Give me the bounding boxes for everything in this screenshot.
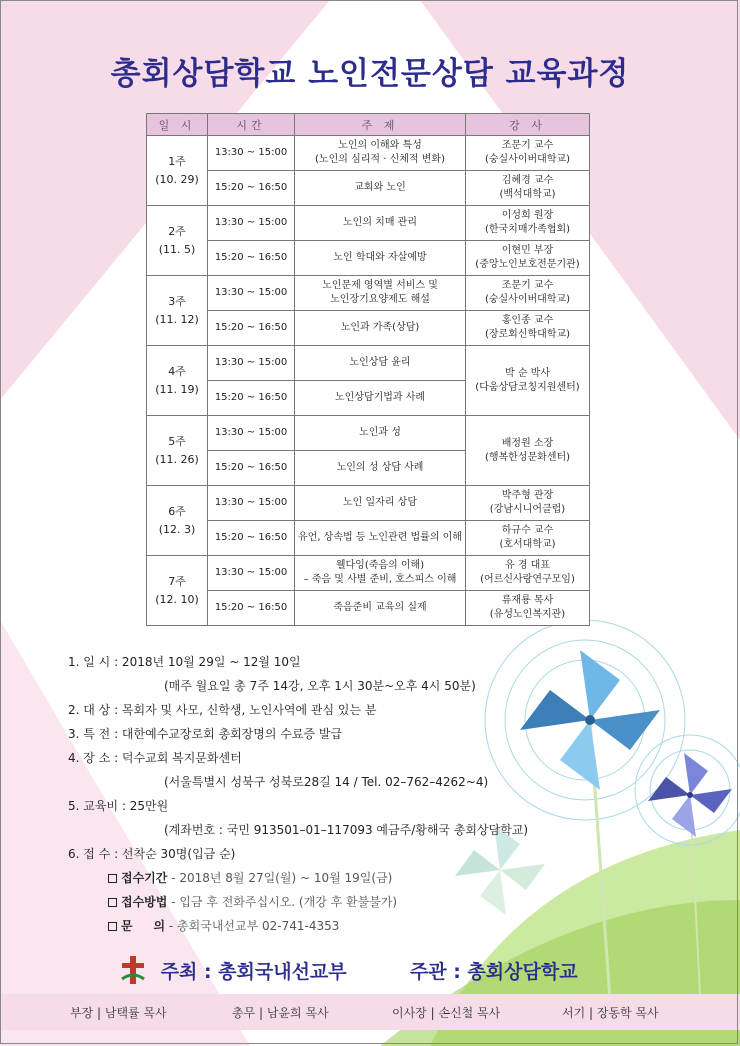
page-title: 총회상담학교 노인전문상담 교육과정 xyxy=(110,56,630,92)
lecturer-cell xyxy=(466,241,590,276)
topic-cell xyxy=(295,556,466,591)
cell-line: (다움상담코칭지원센터) xyxy=(475,381,580,393)
footer-item: 총무 | 남윤희 목사 xyxy=(232,1006,329,1020)
week-label: 7주 xyxy=(168,574,186,588)
manager-label: 주관 : 총회상담학교 xyxy=(409,961,578,983)
time-cell: 13:30 ~ 15:00 xyxy=(208,416,295,451)
lecturer-cell xyxy=(466,276,590,311)
lecturer-cell xyxy=(466,591,590,626)
info-address: (서울특별시 성북구 성북로28길 14 / Tel. 02–762–4262~4) xyxy=(164,775,489,789)
cell-line: 웰다잉(죽음의 이해) xyxy=(335,560,425,571)
table-row xyxy=(147,136,590,171)
cell-line: (장로회신학대학교) xyxy=(484,329,571,340)
table-row xyxy=(147,556,590,591)
cell-line: 김혜경 교수 xyxy=(501,175,554,186)
schedule-table xyxy=(146,113,590,626)
week-label: 5주 xyxy=(168,434,186,448)
time-cell: 15:20 ~ 16:50 xyxy=(208,521,295,556)
cell-line: 유 경 대표 xyxy=(505,560,550,571)
info-section xyxy=(68,650,528,938)
week-label: 6주 xyxy=(168,504,186,518)
cell-line: 배정원 소장 xyxy=(501,437,554,449)
week-date: (11. 12) xyxy=(155,312,199,326)
church-cross-logo-icon xyxy=(120,955,146,990)
cell-line: 조문기 교수 xyxy=(501,140,554,151)
table-body xyxy=(147,136,590,626)
week-cell xyxy=(147,416,208,486)
time-cell: 13:30 ~ 15:00 xyxy=(208,556,295,591)
week-cell xyxy=(147,206,208,276)
info-bullet-period xyxy=(68,866,528,890)
header-lecturer: 강 사 xyxy=(466,114,590,136)
cell-line: (한국치매가족협회) xyxy=(484,224,571,235)
table-row xyxy=(147,241,590,276)
week-date: (12. 3) xyxy=(158,522,196,536)
info-schedule: 1. 일 시 : 2018년 10월 29일 ~ 12월 10일 xyxy=(68,655,301,669)
table-row xyxy=(147,521,590,556)
topic-cell xyxy=(295,136,466,171)
cell-line: 박주형 관장 xyxy=(501,490,554,501)
cell-line: 교회와 노인 xyxy=(354,182,406,193)
week-date: (10. 29) xyxy=(155,172,199,186)
organizer-label: 주최 : 총회국내선교부 xyxy=(160,961,347,983)
cell-line: 조문기 교수 xyxy=(501,280,554,291)
time-cell: 13:30 ~ 15:00 xyxy=(208,206,295,241)
cell-line: (유성노인복지관) xyxy=(489,609,566,620)
table-row xyxy=(147,346,590,381)
time-cell: 15:20 ~ 16:50 xyxy=(208,171,295,206)
week-label: 4주 xyxy=(168,364,186,378)
topic-cell xyxy=(295,521,466,556)
week-cell xyxy=(147,346,208,416)
cell-line: (백석대학교) xyxy=(499,189,556,200)
info-target: 2. 대 상 : 목회자 및 사모, 신학생, 노인사역에 관심 있는 분 xyxy=(68,703,377,717)
topic-cell xyxy=(295,241,466,276)
week-cell xyxy=(147,276,208,346)
checkbox-square-icon xyxy=(108,874,117,883)
lecturer-cell xyxy=(466,556,590,591)
topic-cell xyxy=(295,206,466,241)
info-schedule-detail: (매주 월요일 총 7주 14강, 오후 1시 30분~오후 4시 50분) xyxy=(164,679,476,693)
topic-cell xyxy=(295,381,466,416)
hosts-line xyxy=(120,955,578,990)
cell-line: 이성희 원장 xyxy=(501,210,554,221)
bullet-key: 접수기간 xyxy=(121,871,168,885)
info-benefit: 3. 특 전 : 대한예수교장로회 총회장명의 수료증 발급 xyxy=(68,727,343,741)
table-header-row xyxy=(147,114,590,136)
cell-line: (숭실사이버대학교) xyxy=(484,294,571,305)
bullet-value: - 2018년 8월 27일(월) ~ 10월 19일(금) xyxy=(167,871,393,885)
time-cell: 13:30 ~ 15:00 xyxy=(208,276,295,311)
cell-line: 노인의 이해와 특성 xyxy=(338,140,422,151)
bullet-key: 문 의 xyxy=(121,919,166,933)
table-row xyxy=(147,416,590,451)
time-cell: 13:30 ~ 15:00 xyxy=(208,136,295,171)
week-label: 3주 xyxy=(168,294,186,308)
header-time: 시간 xyxy=(208,114,295,136)
cell-line: 류재룡 목사 xyxy=(501,595,554,606)
lecturer-cell xyxy=(466,136,590,171)
week-label: 2주 xyxy=(168,224,186,238)
footer-item: 부장 | 남택률 목사 xyxy=(70,1006,167,1020)
week-label: 1주 xyxy=(168,154,186,168)
cell-line: 노인의 성 상담 사례 xyxy=(336,462,424,473)
topic-cell xyxy=(295,591,466,626)
lecturer-cell xyxy=(466,171,590,206)
cell-line: 이현민 부장 xyxy=(501,245,554,256)
footer-staff xyxy=(0,994,740,1030)
checkbox-square-icon xyxy=(108,922,117,931)
cell-line: (중앙노인보호전문기관) xyxy=(475,259,580,270)
topic-cell xyxy=(295,451,466,486)
week-date: (11. 5) xyxy=(158,242,196,256)
week-date: (12. 10) xyxy=(155,592,199,606)
cell-line: 노인과 가족(상담) xyxy=(340,322,420,333)
cell-line: (숭실사이버대학교) xyxy=(484,154,571,165)
info-bullet-contact xyxy=(68,914,528,938)
table-row xyxy=(147,591,590,626)
cell-line: 노인상담 윤리 xyxy=(349,357,411,368)
info-capacity: 6. 접 수 : 선착순 30명(입금 순) xyxy=(68,847,236,861)
cell-line: 하규수 교수 xyxy=(501,525,554,536)
lecturer-cell xyxy=(466,486,590,521)
cell-line: 노인과 성 xyxy=(359,427,401,438)
bullet-value: - 입금 후 전화주십시오. (개강 후 환불불가) xyxy=(167,895,398,909)
lecturer-cell xyxy=(466,206,590,241)
cell-line: 노인상담기법과 사례 xyxy=(334,392,426,403)
lecturer-cell xyxy=(466,346,590,416)
cell-line: 유언, 상속법 등 노인관련 법률의 이해 xyxy=(298,532,462,543)
topic-cell xyxy=(295,276,466,311)
topic-cell xyxy=(295,346,466,381)
cell-line: 노인의 치매 관리 xyxy=(343,217,417,228)
time-cell: 15:20 ~ 16:50 xyxy=(208,311,295,346)
week-cell xyxy=(147,136,208,206)
table-row xyxy=(147,171,590,206)
table-row xyxy=(147,276,590,311)
header-topic: 주 제 xyxy=(295,114,466,136)
info-fee: 5. 교육비 : 25만원 xyxy=(68,799,169,813)
lecturer-cell xyxy=(466,416,590,486)
cell-line: (강남시니어클럽) xyxy=(489,504,566,515)
time-cell: 15:20 ~ 16:50 xyxy=(208,451,295,486)
topic-cell xyxy=(295,416,466,451)
cell-line: (호서대학교) xyxy=(499,539,556,550)
week-date: (11. 19) xyxy=(155,382,199,396)
time-cell: 15:20 ~ 16:50 xyxy=(208,591,295,626)
bullet-value: - 총회국내선교부 02-741-4353 xyxy=(165,919,340,933)
cell-line: (노인의 심리적 · 신체적 변화) xyxy=(315,154,445,165)
bullet-key: 접수방법 xyxy=(121,895,168,909)
table-row xyxy=(147,311,590,346)
cell-line: 죽음준비 교육의 실제 xyxy=(333,602,427,613)
topic-cell xyxy=(295,486,466,521)
checkbox-square-icon xyxy=(108,898,117,907)
time-cell: 13:30 ~ 15:00 xyxy=(208,486,295,521)
time-cell: 15:20 ~ 16:50 xyxy=(208,241,295,276)
info-bullet-method xyxy=(68,890,528,914)
cell-line: 노인장기요양제도 해설 xyxy=(330,294,430,305)
info-place: 4. 장 소 : 덕수교회 복지문화센터 xyxy=(68,751,242,765)
cell-line: (행복한성문화센터) xyxy=(484,451,571,463)
topic-cell xyxy=(295,311,466,346)
lecturer-cell xyxy=(466,311,590,346)
table-row xyxy=(147,206,590,241)
week-cell xyxy=(147,486,208,556)
topic-cell xyxy=(295,171,466,206)
footer-item: 이사장 | 손신철 목사 xyxy=(392,1006,501,1020)
week-date: (11. 26) xyxy=(155,452,199,466)
cell-line: – 죽음 및 사별 준비, 호스피스 이해 xyxy=(303,574,457,585)
lecturer-cell xyxy=(466,521,590,556)
footer-item: 서기 | 장동학 목사 xyxy=(562,1006,659,1020)
cell-line: 노인문제 영역별 서비스 및 xyxy=(322,280,438,291)
info-account: (계좌번호 : 국민 913501–01–117093 예금주/황해국 총회상담학교) xyxy=(164,823,529,837)
time-cell: 13:30 ~ 15:00 xyxy=(208,346,295,381)
time-cell: 15:20 ~ 16:50 xyxy=(208,381,295,416)
cell-line: 노인 일자리 상담 xyxy=(343,497,417,508)
cell-line: (어르신사랑연구모임) xyxy=(480,574,575,585)
cell-line: 노인 학대와 자살예방 xyxy=(333,252,427,263)
table-row xyxy=(147,486,590,521)
header-date: 일 시 xyxy=(147,114,208,136)
cell-line: 홍인종 교수 xyxy=(501,315,554,326)
cell-line: 박 순 박사 xyxy=(505,367,550,379)
week-cell xyxy=(147,556,208,626)
